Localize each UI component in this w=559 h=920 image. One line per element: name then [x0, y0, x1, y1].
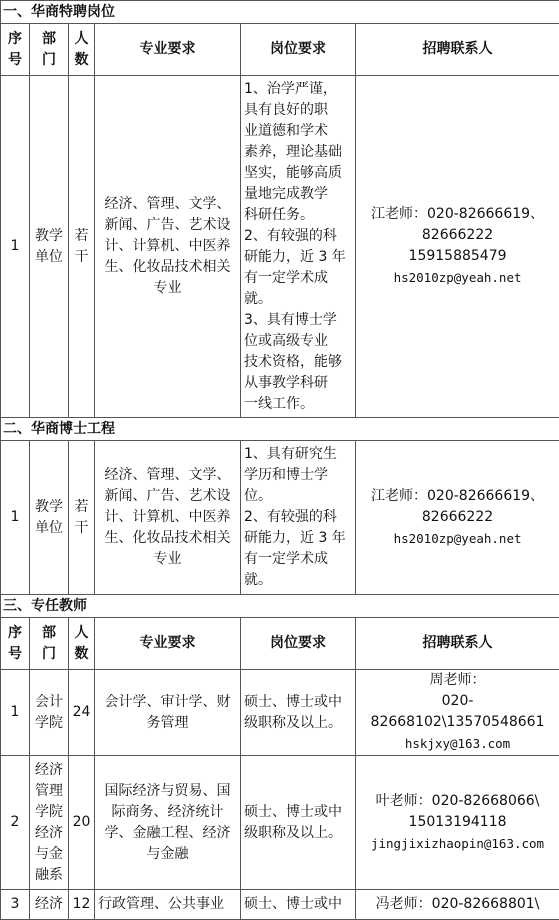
- header-dept: 部 门: [30, 618, 69, 670]
- row-contact: [356, 441, 559, 595]
- row-dept: 教学 单位: [30, 441, 69, 595]
- row-count: 12: [69, 890, 95, 920]
- header-post: 岗位要求: [241, 24, 356, 76]
- table-row: [1, 890, 559, 920]
- header-post: 岗位要求: [241, 618, 356, 670]
- row-contact: [356, 76, 559, 418]
- row-count: 若 干: [69, 441, 95, 595]
- contact-email: hskjxy@163.com: [405, 736, 510, 751]
- contact-name: 江老师：020-82666619、 82666222 15915885479: [371, 206, 544, 264]
- header-count: 人 数: [69, 618, 95, 670]
- header-no: 序 号: [1, 618, 30, 670]
- table-row: [1, 76, 559, 418]
- header-dept: 部 门: [30, 24, 69, 76]
- section-title: 一、华商特聘岗位: [1, 1, 559, 24]
- header-no: 序 号: [1, 24, 30, 76]
- row-dept: 经济: [30, 890, 69, 920]
- row-major: 国际经济与贸易、国 际商务、经济统计 学、金融工程、经济 与金融: [95, 756, 241, 890]
- row-no: 1: [1, 441, 30, 595]
- row-contact: [356, 890, 559, 920]
- header-major: 专业要求: [95, 24, 241, 76]
- row-post: 1、治学严谨， 具有良好的职 业道德和学术 素养，理论基础 坚实，能够高质 量地完成教学 科研任务。 2、有较强的科 研能力，近 3 年 有一定学术成 就。 3、具有博士学 位或高级专业 技术资格，能够 从事教学科研 一线工作。: [241, 76, 356, 418]
- row-count: 20: [69, 756, 95, 890]
- row-major: 行政管理、公共事业: [95, 890, 241, 920]
- section-title: 三、专任教师: [1, 595, 559, 618]
- contact-name: 江老师：020-82666619、 82666222: [371, 488, 544, 525]
- table-row: [1, 441, 559, 595]
- row-no: 3: [1, 890, 30, 920]
- row-dept: 教学 单位: [30, 76, 69, 418]
- row-post: 1、具有研究生 学历和博士学 位。 2、有较强的科 研能力，近 3 年 有一定学术成 就。: [241, 441, 356, 595]
- row-major: 会计学、审计学、财 务管理: [95, 670, 241, 756]
- header-major: 专业要求: [95, 618, 241, 670]
- row-major: 经济、管理、文学、 新闻、广告、艺术设 计、计算机、中医养 生、化妆品技术相关 专业: [95, 76, 241, 418]
- contact-email: hs2010zp@yeah.net: [394, 531, 522, 546]
- row-no: 1: [1, 76, 30, 418]
- header-count: 人 数: [69, 24, 95, 76]
- row-no: 1: [1, 670, 30, 756]
- header-contact: 招聘联系人: [356, 618, 559, 670]
- row-count: 24: [69, 670, 95, 756]
- row-major: 经济、管理、文学、 新闻、广告、艺术设 计、计算机、中医养 生、化妆品技术相关 专业: [95, 441, 241, 595]
- header-contact: 招聘联系人: [356, 24, 559, 76]
- row-count: 若 干: [69, 76, 95, 418]
- row-no: 2: [1, 756, 30, 890]
- row-dept: 经济 管理 学院 经济 与金 融系: [30, 756, 69, 890]
- table-row: [1, 670, 559, 756]
- row-post: 硕士、博士或中: [241, 890, 356, 920]
- contact-name: 冯老师：020-82668801\: [376, 896, 540, 912]
- row-post: 硕士、博士或中 级职称及以上。: [241, 756, 356, 890]
- row-post: 硕士、博士或中 级职称及以上。: [241, 670, 356, 756]
- row-dept: 会计 学院: [30, 670, 69, 756]
- section-title: 二、华商博士工程: [1, 418, 559, 441]
- row-contact: [356, 756, 559, 890]
- table-row: [1, 756, 559, 890]
- row-contact: [356, 670, 559, 756]
- contact-name: 周老师： 020-82668102\13570548661: [371, 672, 545, 730]
- contact-email: hs2010zp@yeah.net: [394, 270, 522, 285]
- contact-email: jingjixizhaopin@163.com: [371, 836, 544, 851]
- contact-name: 叶老师：020-82668066\ 15013194118: [376, 793, 540, 830]
